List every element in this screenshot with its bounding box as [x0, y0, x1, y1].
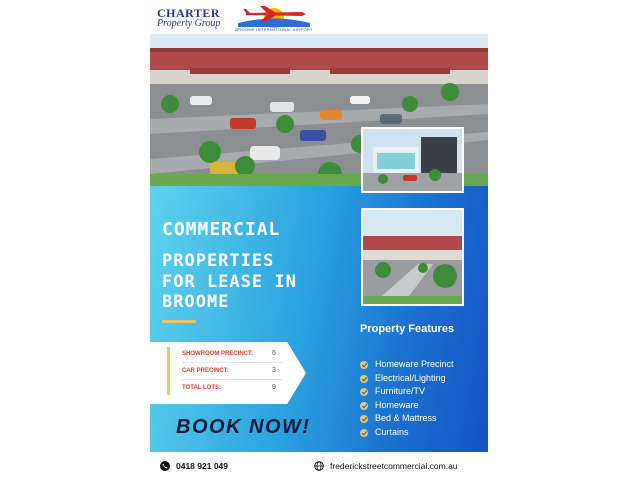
check-icon [360, 402, 368, 410]
feature-item [360, 385, 454, 399]
airport-logo-text: BROOME INTERNATIONAL AIRPORT [235, 27, 313, 32]
feature-item [360, 426, 454, 440]
headline-for-lease: FOR LEASE IN [162, 272, 297, 292]
feature-label: Bed & Mattress [375, 413, 437, 424]
contact-website-link[interactable]: frederickstreetcommercial.com.au [330, 461, 458, 471]
feature-item [360, 412, 454, 426]
company-logo-subtitle: Property Group [157, 18, 221, 29]
book-now-button[interactable]: BOOK NOW! [176, 416, 311, 438]
stat-divider [182, 362, 282, 363]
check-icon [360, 375, 368, 383]
headline-location: BROOME [162, 292, 230, 312]
feature-label: Furniture/TV [375, 386, 426, 397]
check-icon [360, 415, 368, 423]
logo-area [150, 0, 320, 34]
headline-properties: PROPERTIES [162, 251, 275, 271]
street-view-photo [361, 208, 464, 306]
check-icon [360, 429, 368, 437]
phone-icon [160, 461, 170, 471]
feature-label: Homeware [375, 399, 419, 410]
feature-item [360, 399, 454, 413]
contact-phone[interactable]: 0418 921 049 [176, 461, 228, 471]
headline-commercial: COMMERCIAL [162, 219, 281, 240]
check-icon [360, 361, 368, 369]
check-icon [360, 388, 368, 396]
feature-label: Homeware Precinct [375, 359, 454, 369]
stat-label-car: CAR PRECINCT: [182, 368, 229, 374]
stat-value-showroom: 6 [272, 350, 276, 357]
flyer [150, 0, 488, 480]
building-facade-photo [361, 127, 464, 193]
feature-item [360, 358, 454, 372]
stat-value-car: 3 [272, 367, 276, 374]
features-heading: Property Features [360, 323, 455, 335]
stats-accent-bar [167, 347, 170, 395]
feature-label: Curtains [375, 426, 409, 437]
stat-divider [182, 379, 282, 380]
stat-label-total: TOTAL LOTS: [182, 385, 221, 391]
stat-label-showroom: SHOWROOM PRECINCT: [182, 351, 253, 357]
stat-value-total: 9 [272, 384, 276, 391]
globe-icon [314, 461, 324, 471]
features-list [360, 358, 454, 440]
feature-label: Electrical/Lighting [375, 372, 446, 383]
accent-divider [162, 320, 196, 323]
company-logo-name: CHARTER [157, 6, 221, 20]
feature-item [360, 372, 454, 386]
